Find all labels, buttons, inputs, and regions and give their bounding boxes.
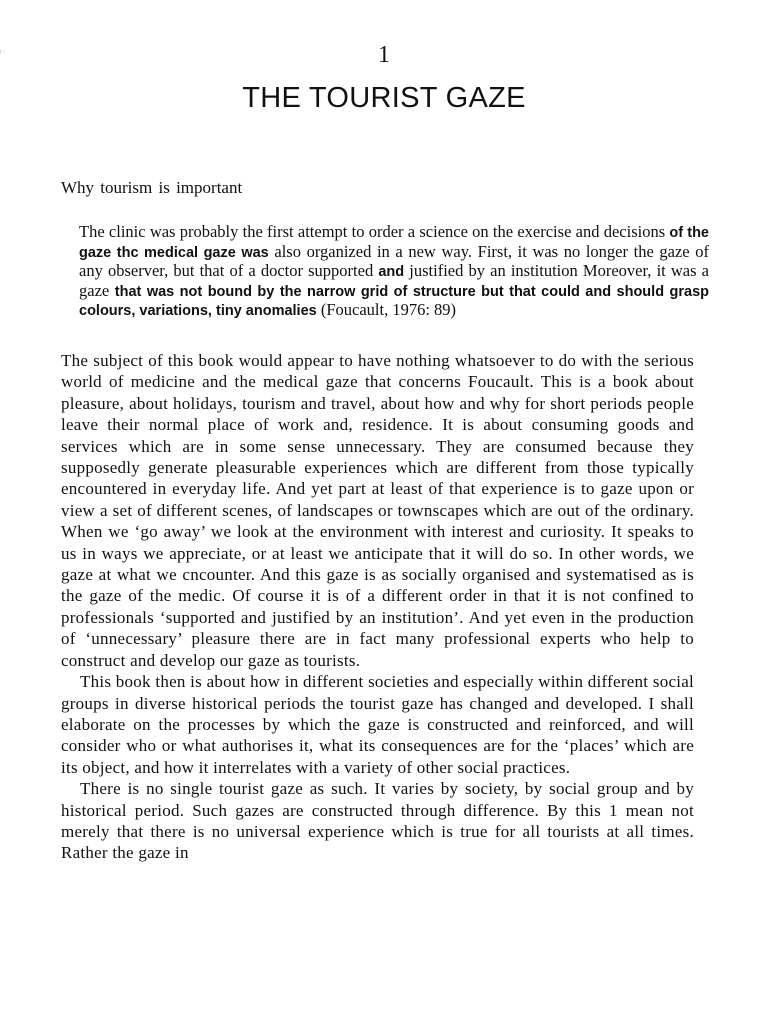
chapter-number: 1 <box>378 42 390 68</box>
body-paragraph-2: This book then is about how in different societies and especially within different social groups in diverse historical periods the tourist gaze has changed and developed. I shall elaborate on the processes by which the gaze is constructed and reinforced, and will consider who or what authorises it, what its consequences are for the ‘places’ which are its object, and how it interrelates with a variety of other social practices. <box>61 672 694 777</box>
epigraph-emphasis: and <box>378 264 405 281</box>
epigraph-text: also organized in a new way. First, it was no longer the gaze of any observer, but that <box>79 241 709 281</box>
epigraph-text: doctor supported <box>255 261 379 281</box>
body-paragraph-3: There is no single tourist gaze as such. It varies by society, by social group and by historical period. Such gazes are constructed through difference. By this 1 mean not merely that there is no universal experience which is true for all tourists at all times. Rather the gaze in <box>61 779 694 863</box>
section-heading: Why tourism is important <box>61 178 243 197</box>
epigraph-text: The clinic was probably the first attempt to order a science on the exercise and decisions <box>79 222 670 241</box>
body-paragraph-1: The subject of this book would appear to have nothing whatsoever to do with the serious world of medicine and the medical gaze that concerns Foucault. This is a book about pleasure, about holidays, tourism and travel, about how and why for short periods people leave their normal place of work and, residence. It is about consuming goods and services which are in some sense unnecessary. They are consumed because they supposedly generate pleasurable experiences which are different from those typically encountered in everyday life. And yet part at least of that experience is to gaze upon or view a set of different scenes, of landscapes or townscapes which are out of the ordinary. When we ‘go away’ we look at the environment with interest and curiosity. It speaks to us in ways we appreciate, or at least we anticipate that it will do so. In other words, we gaze at what we cncounter. And this gaze is as socially organised and systematised as is the gaze of the medic. Of course it is of a different order in that it is not confined to professionals ‘supported and justified by an institution’. And yet even in the production of ‘unnecessary’ pleasure there are in fact many professional experts who help to construct and develop our gaze as tourists. <box>61 351 694 670</box>
margin-marks: : · <box>0 49 6 55</box>
epigraph-citation: (Foucault, 1976: 89) <box>316 300 457 320</box>
epigraph-text: of a <box>229 261 256 281</box>
epigraph-emphasis: that was not bound by the narrow grid of structure but that could and should grasp colours, variations, tiny anomalies <box>79 283 709 320</box>
chapter-title: THE TOURIST GAZE <box>242 82 526 114</box>
epigraph-quote <box>79 223 709 321</box>
epigraph-text: justified by an institution Moreover, it was a gaze <box>79 261 710 300</box>
body-text <box>61 350 694 864</box>
epigraph-emphasis: of the gaze thc medical gaze was <box>79 225 709 261</box>
